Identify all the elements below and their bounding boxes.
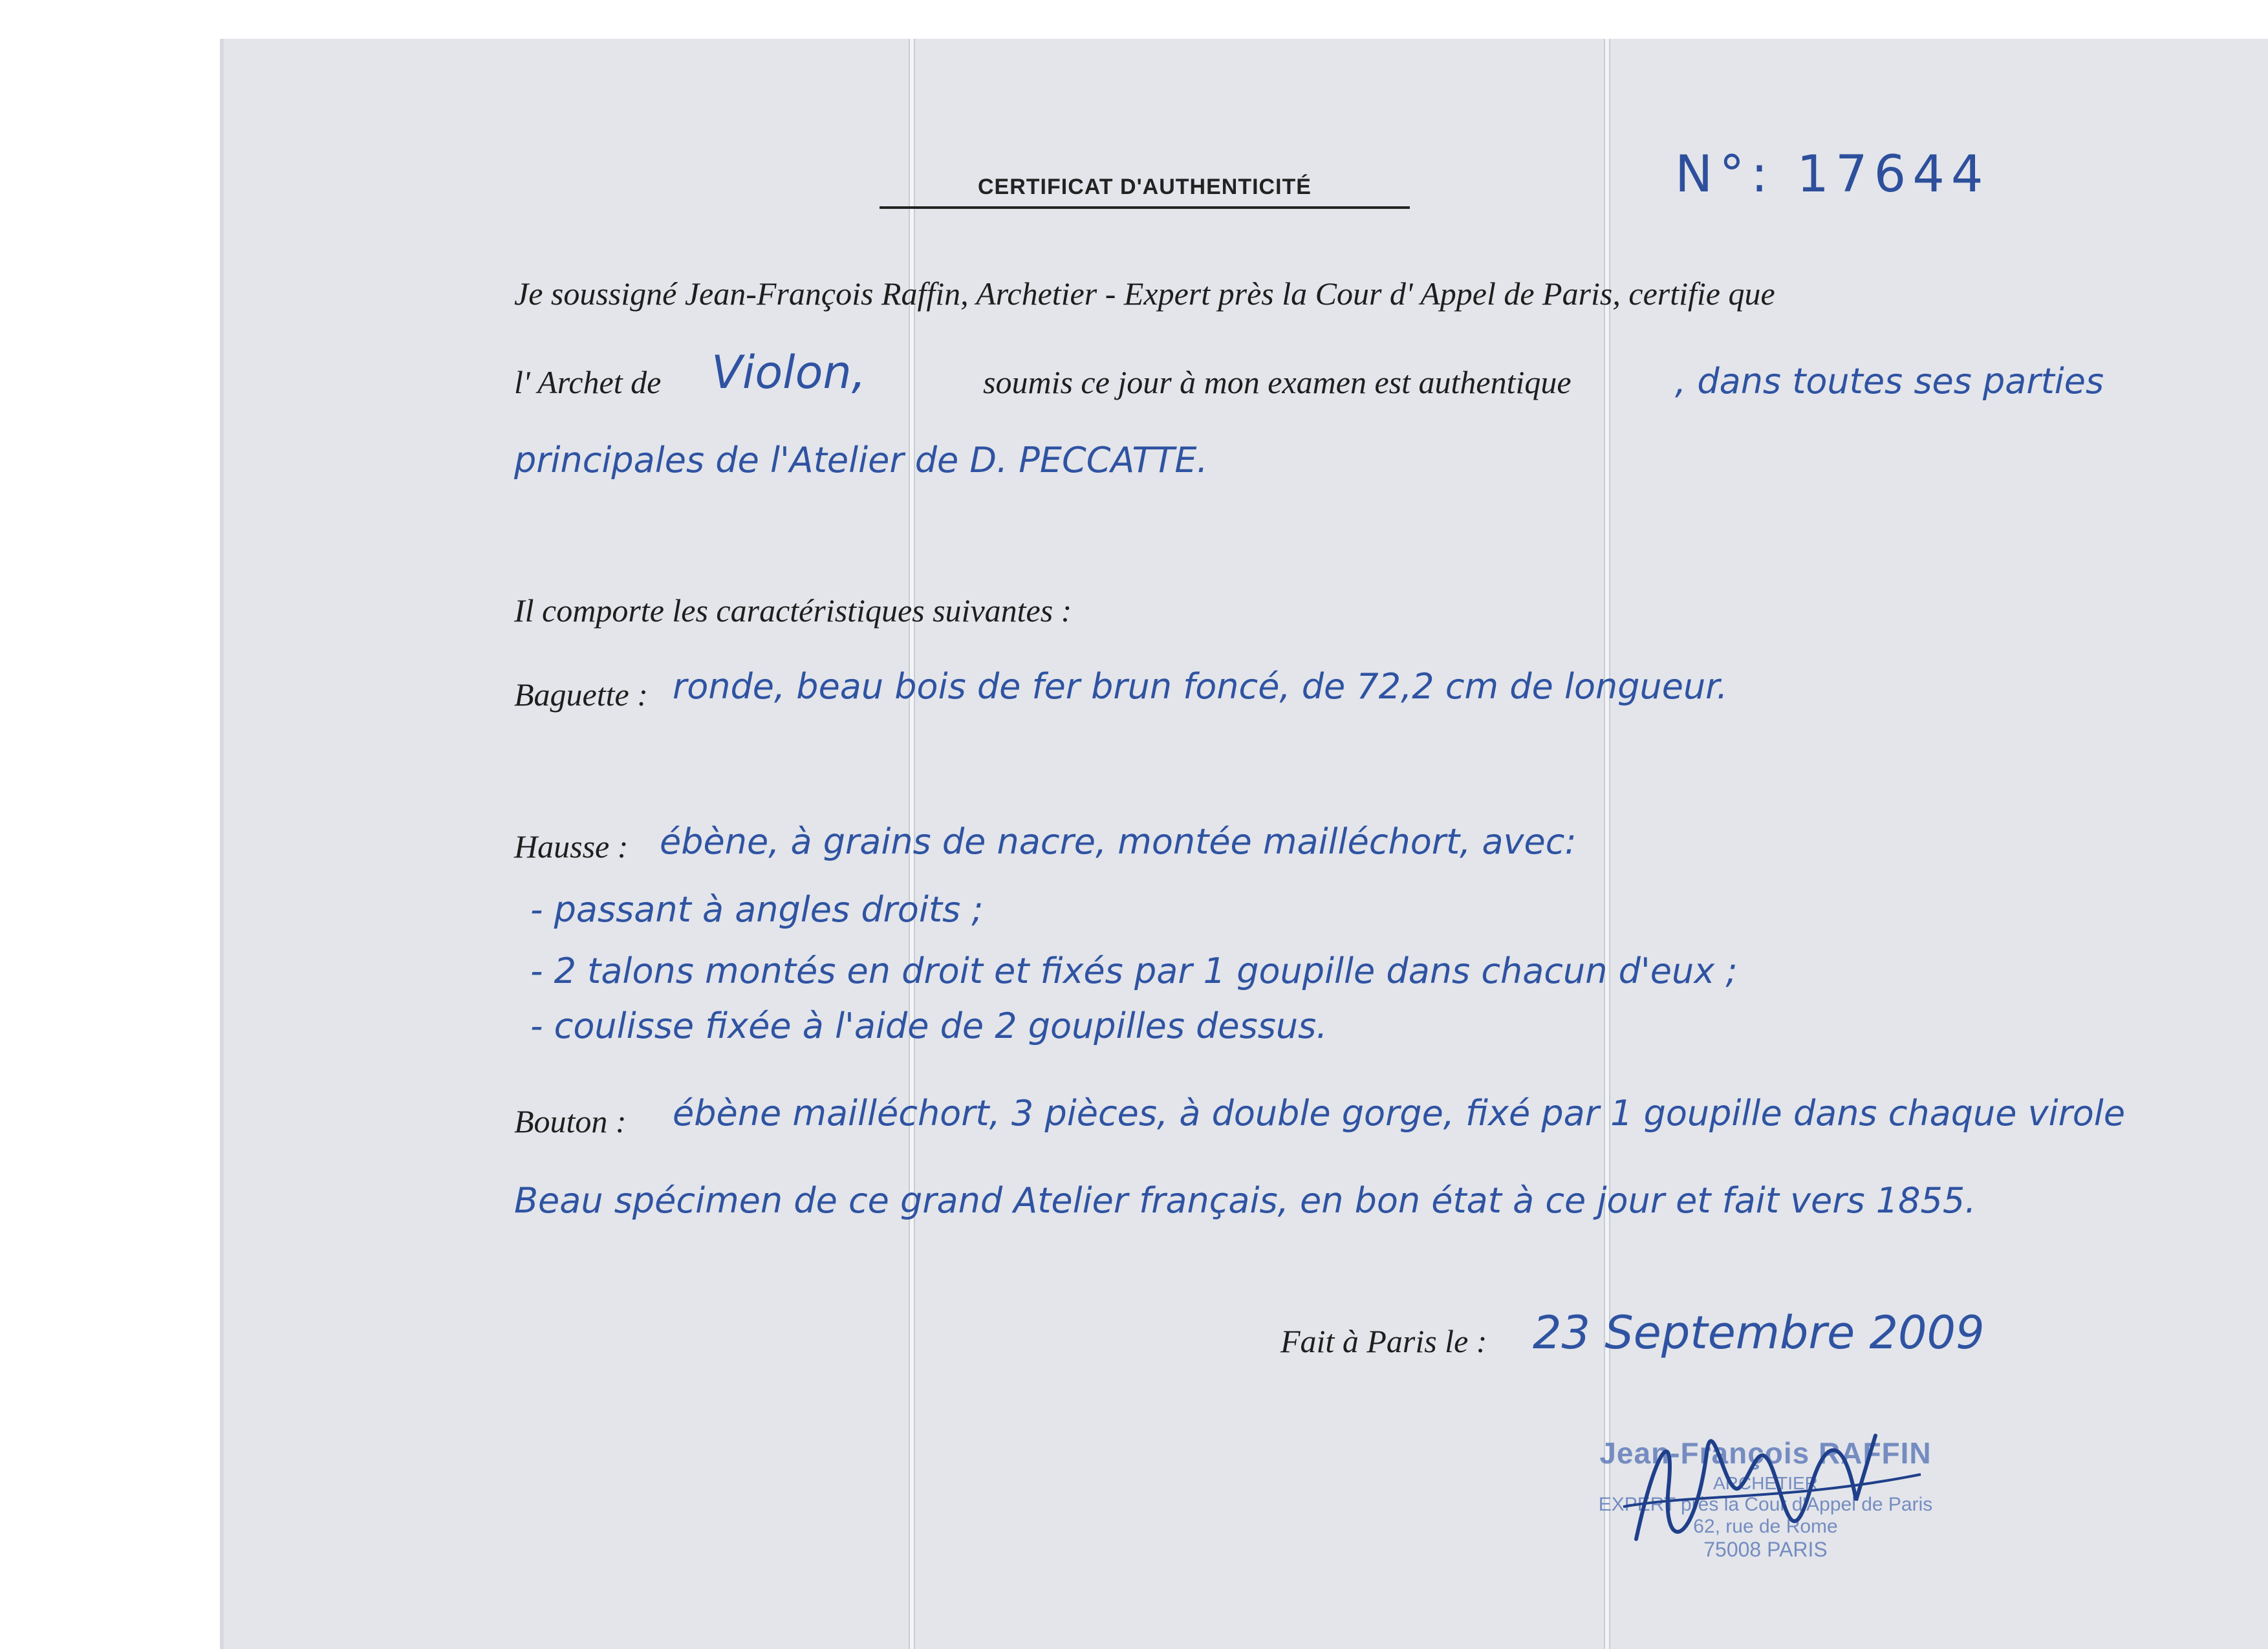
certificate-number: N°: 17644: [1675, 146, 1990, 204]
hausse-item: - passant à angles droits ;: [530, 889, 984, 930]
bouton-label: Bouton :: [514, 1103, 627, 1139]
certificate-title: CERTIFICAT D'AUTHENTICITÉ: [880, 175, 1410, 209]
stamp-address: 62, rue de Rome: [1693, 1516, 1838, 1537]
hausse-label: Hausse :: [514, 828, 629, 865]
hausse-value: ébène, à grains de nacre, montée mailléchort, avec:: [660, 821, 1577, 862]
stamp-role: ARCHETIER: [1713, 1473, 1818, 1493]
stamp-expert: EXPERT près la Cour d'Appel de Paris: [1598, 1494, 1933, 1515]
stamp-city: 75008 PARIS: [1703, 1538, 1828, 1561]
bouton-value: ébène mailléchort, 3 pièces, à double gorge, fixé par 1 goupille dans chaque virole: [673, 1093, 2126, 1134]
characteristics-heading: Il comporte les caractéristiques suivantes :: [514, 592, 1072, 629]
baguette-label: Baguette :: [514, 676, 648, 713]
stamp-name: Jean-François RAFFIN: [1599, 1436, 1932, 1470]
signature-icon: [1597, 1410, 1934, 1578]
attribution-line-1: , dans toutes ses parties: [1675, 361, 2104, 402]
hausse-item: - 2 talons montés en droit et fixés par 1 goupille dans chacun d'eux ;: [530, 951, 1738, 991]
certificate-date: 23 Septembre 2009: [1533, 1306, 1985, 1359]
conclusion: Beau spécimen de ce grand Atelier français, en bon état à ce jour et fait vers 1855.: [514, 1180, 1976, 1221]
soumis-text: soumis ce jour à mon examen est authentique: [983, 364, 1571, 400]
hausse-item: - coulisse fixée à l'aide de 2 goupilles dessus.: [530, 1006, 1328, 1046]
instrument-value: Violon,: [711, 346, 867, 399]
fait-label: Fait à Paris le :: [1280, 1323, 1487, 1359]
attribution-line-2: principales de l'Atelier de D. PECCATTE.: [514, 440, 1208, 480]
baguette-value: ronde, beau bois de fer brun foncé, de 72,2 cm de longueur.: [673, 666, 1728, 707]
archet-label: l' Archet de: [514, 364, 662, 400]
intro-statement: Je soussigné Jean-François Raffin, Archetier - Expert près la Cour d' Appel de Paris, certifie que: [514, 275, 1775, 312]
